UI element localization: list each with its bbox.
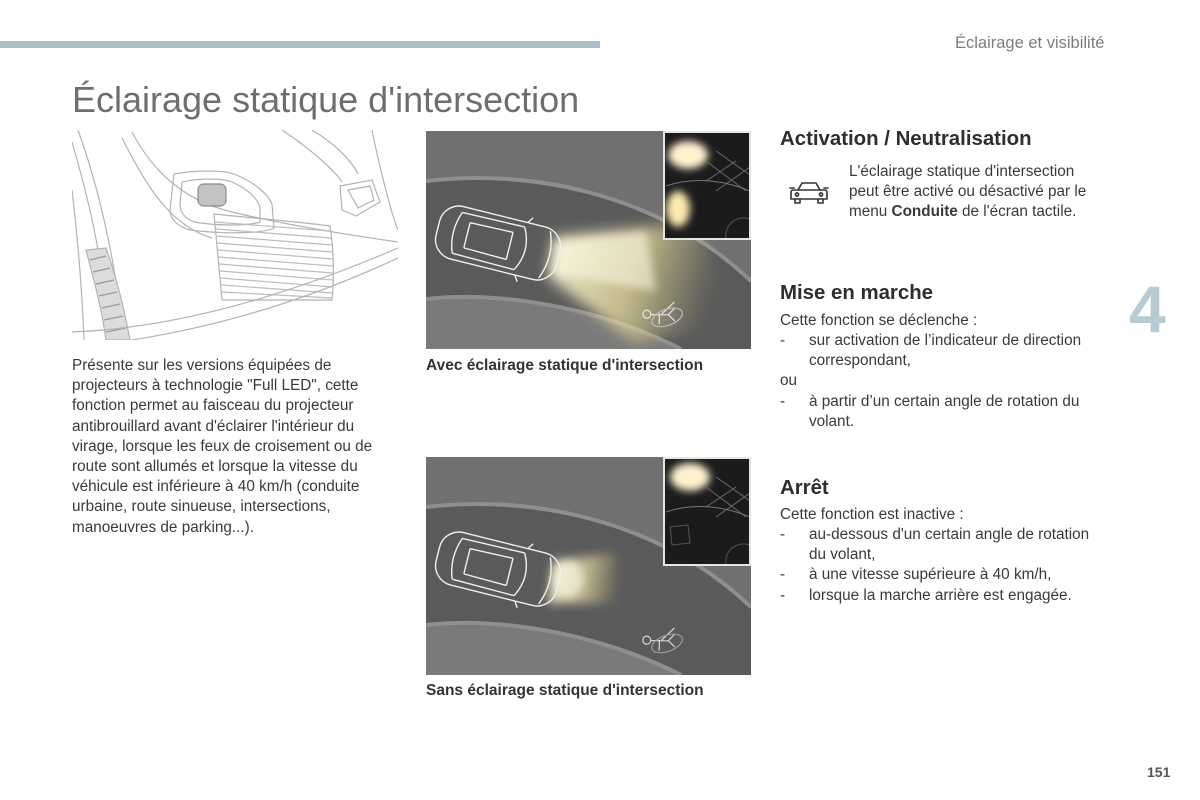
headlight-glow (670, 463, 710, 491)
condition-text: lorsque la marche arrière est engagée. (809, 587, 1072, 604)
fog-light-lamp (198, 184, 226, 206)
arret-lead: Cette fonction est inactive : (780, 506, 964, 523)
bumper-line-drawing (72, 130, 398, 340)
mise-en-marche-heading: Mise en marche (780, 282, 933, 304)
bumper-lower-line (132, 258, 398, 340)
fog-light-glow (666, 191, 690, 227)
car-front-icon-lamp (819, 193, 822, 196)
headlight-contour (312, 130, 358, 174)
activation-text (849, 162, 1149, 223)
condition-item (780, 525, 1139, 565)
headlight-glow (668, 141, 708, 169)
bullet-dash: - (780, 332, 786, 349)
chapter-number: 4 (1129, 272, 1166, 346)
header-accent-bar (0, 41, 600, 48)
bullet-dash: - (780, 587, 786, 604)
condition-text: au-dessous d'un certain angle de rotation du volant, (809, 526, 1090, 564)
front-bumper-fog-light-illustration (72, 130, 398, 340)
side-lamp (348, 186, 374, 208)
condition-item (780, 565, 1139, 585)
condition-text: à partir d’un certain angle de rotation du volant. (809, 393, 1080, 431)
condition-connector: ou (780, 372, 798, 389)
photo-without-cornering-light (426, 457, 751, 675)
car-front-icon-lamp (795, 193, 798, 196)
condition-text: à une vitesse supérieure à 40 km/h, (809, 566, 1052, 583)
body-contour (372, 130, 398, 230)
activation-text-part: L'éclairage statique d'intersection peut être activé ou désactivé par le menu (849, 163, 1087, 221)
arret-heading: Arrêt (780, 477, 829, 499)
headlight-contour (282, 130, 342, 182)
condition-item (780, 331, 1139, 371)
inset-headlight-photo (664, 132, 750, 239)
condition-item (780, 392, 1139, 432)
condition-text: sur activation de l’indicateur de direction correspondant, (809, 332, 1082, 370)
grille-lines (215, 222, 333, 298)
mise-en-marche-lead: Cette fonction se déclenche : (780, 312, 978, 329)
car-front-icon (789, 180, 829, 206)
wheel-arch-line (72, 190, 84, 340)
intro-paragraph: Présente sur les versions équipées de projecteurs à technologie "Full LED", cette fonction permet au faisceau du projecteur antibrouillard avant d'éclairer l'intérieur du virage, lorsque les feux de croisement ou de route sont allumés et lorsque la vitesse du véhicule est inférieure à 40 km/h (conduite urbaine, route sinueuse, intersections, manoeuvres de parking...). (72, 357, 373, 536)
car-front-icon-body (791, 190, 827, 199)
bullet-dash: - (780, 393, 786, 410)
figure-caption: Avec éclairage statique d'intersection (426, 357, 704, 374)
condition-item (780, 586, 1139, 606)
page-title: Éclairage statique d'intersection (72, 79, 580, 120)
inset-headlight-photo (664, 458, 750, 565)
figure-caption: Sans éclairage statique d'intersection (426, 682, 704, 699)
section-title: Éclairage et visibilité (955, 34, 1105, 52)
activation-text-part: de l'écran tactile. (957, 203, 1077, 221)
car-front-icon-roof (798, 183, 820, 190)
bullet-dash: - (780, 566, 786, 583)
bullet-dash: - (780, 526, 786, 543)
photo-with-cornering-light (426, 131, 751, 349)
activation-heading: Activation / Neutralisation (780, 128, 1032, 150)
page-number: 151 (1147, 764, 1171, 780)
menu-name-conduite: Conduite (891, 203, 958, 221)
